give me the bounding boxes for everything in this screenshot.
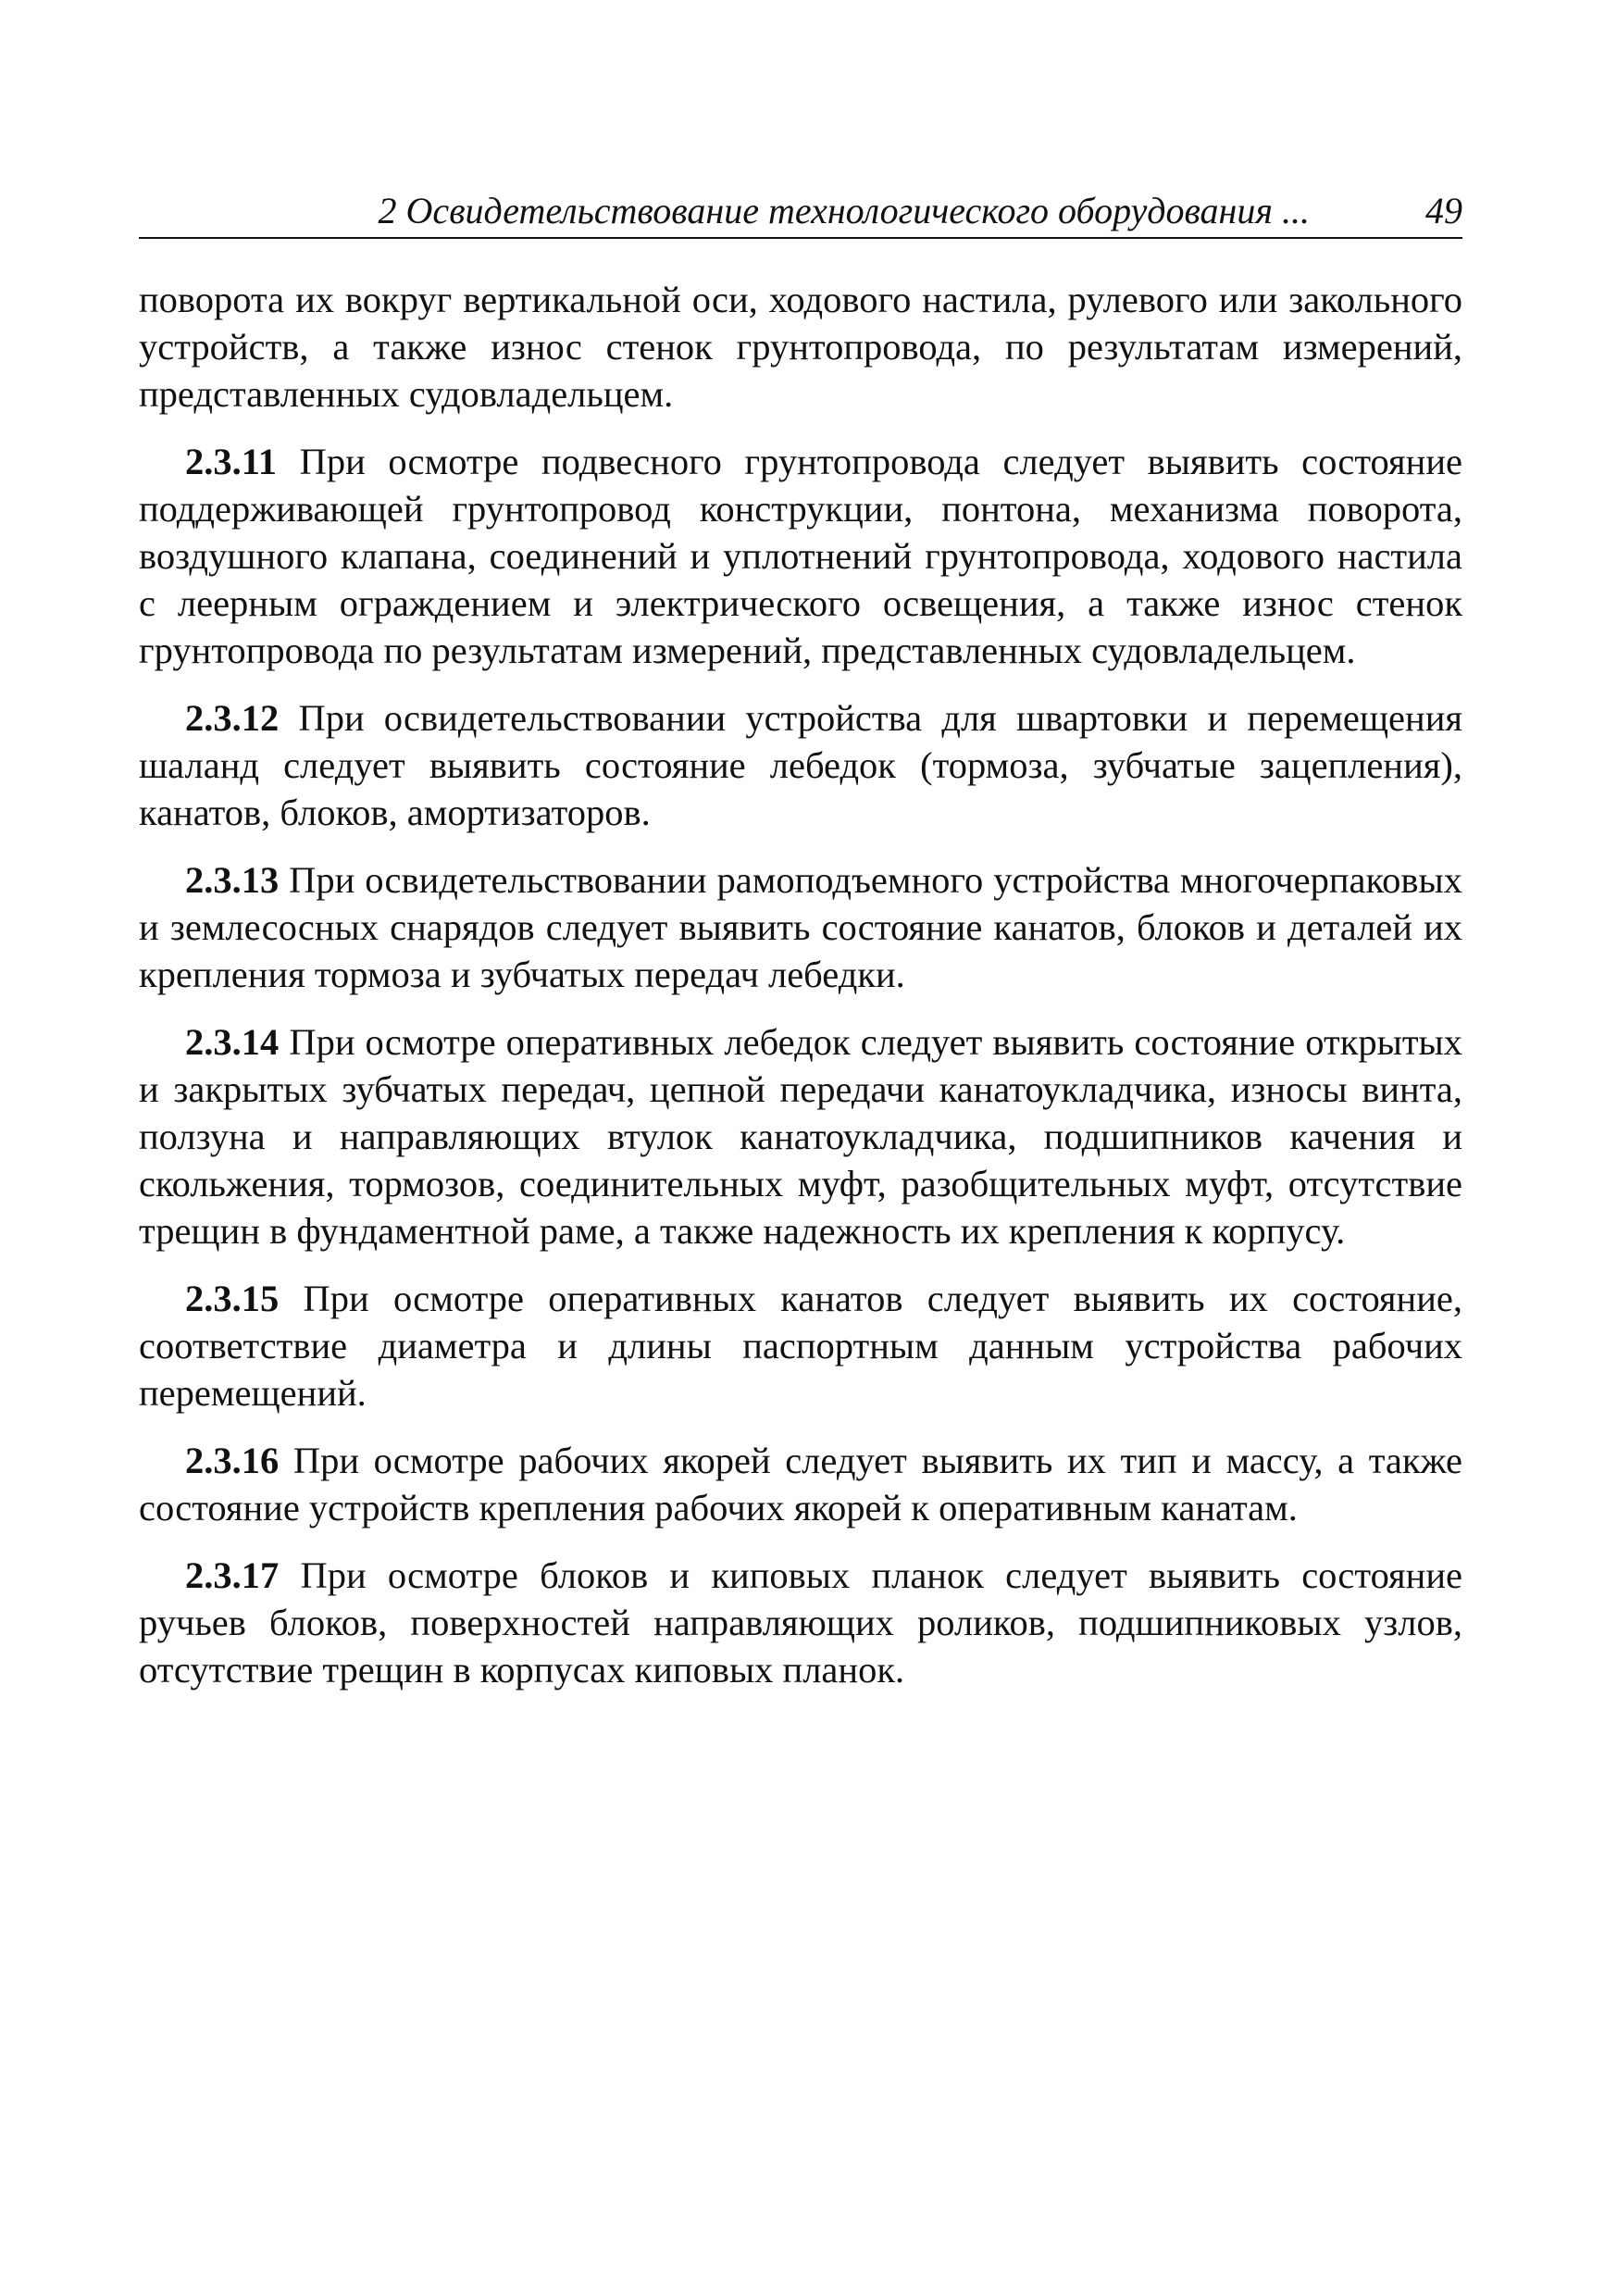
page-number: 49 — [1425, 190, 1462, 231]
clause-number: 2.3.17 — [185, 1554, 280, 1596]
clause-2-3-17 — [139, 1552, 1462, 1693]
running-title: 2 Освидетельствование технологического оборудования ... — [378, 190, 1310, 231]
running-header — [139, 185, 1462, 239]
clause-text: При освидетельствовании устройства для швартовки и перемещения шаланд следует выявить состояние лебедок (тормоза, зубчатые зацепления), канатов, блоков, амортизаторов. — [139, 697, 1462, 833]
body-text — [139, 276, 1462, 1693]
clause-text: При освидетельствовании рамоподъемного устройства многочерпаковых и землесосных снарядов следует выявить состояние канатов, блоков и деталей их крепления тормоза и зубчатых передач лебедки. — [139, 859, 1462, 995]
clause-2-3-15 — [139, 1275, 1462, 1416]
document-page — [139, 185, 1462, 1714]
clause-number: 2.3.14 — [185, 1021, 280, 1063]
clause-number: 2.3.11 — [185, 441, 278, 482]
clause-text: При осмотре рабочих якорей следует выявить их тип и массу, а также состояние устройств крепления рабочих якорей к оперативным канатам. — [139, 1440, 1462, 1529]
clause-2-3-11 — [139, 438, 1462, 674]
clause-2-3-14 — [139, 1018, 1462, 1254]
clause-text: При осмотре оперативных канатов следует выявить их состояние, соответствие диаметра и длины паспортным данным устройства рабочих перемещений. — [139, 1278, 1462, 1414]
clause-text: При осмотре блоков и киповых планок следует выявить состояние ручьев блоков, поверхностей направляющих роликов, подшипниковых узлов, отсутствие трещин в корпусах киповых планок. — [139, 1554, 1462, 1691]
clause-number: 2.3.13 — [185, 859, 280, 901]
clause-number: 2.3.12 — [185, 697, 280, 739]
clause-2-3-16 — [139, 1437, 1462, 1531]
clause-number: 2.3.15 — [185, 1278, 280, 1319]
clause-2-3-12 — [139, 694, 1462, 836]
continued-paragraph: поворота их вокруг вертикальной оси, ходового настила, рулевого или закольного устройств, а также износ стенок грунтопровода, по результатам измерений, представленных судовладельцем. — [139, 279, 1462, 415]
clause-2-3-13 — [139, 856, 1462, 998]
clause-text: При осмотре оперативных лебедок следует выявить состояние открытых и закрытых зубчатых передач, цепной передачи канатоукладчика, износы винта, ползуна и направляющих втулок канатоукладчика, подшипников качения и скольжения, тормозов, соединительных муфт, разобщительных муфт, отсутствие трещин в фундаментной раме, а также надежность их крепления к корпусу. — [139, 1021, 1462, 1252]
clause-text: При осмотре подвесного грунтопровода следует выявить состояние поддерживающей грунтопровод конструкции, понтона, механизма поворота, воздушного клапана, соединений и уплотнений грунтопровода, ходового настила с леерным ограждением и электрического освещения, а также износ стенок грунтопровода по результатам измерений, представленных судовладельцем. — [139, 441, 1462, 671]
clause-number: 2.3.16 — [185, 1440, 280, 1481]
